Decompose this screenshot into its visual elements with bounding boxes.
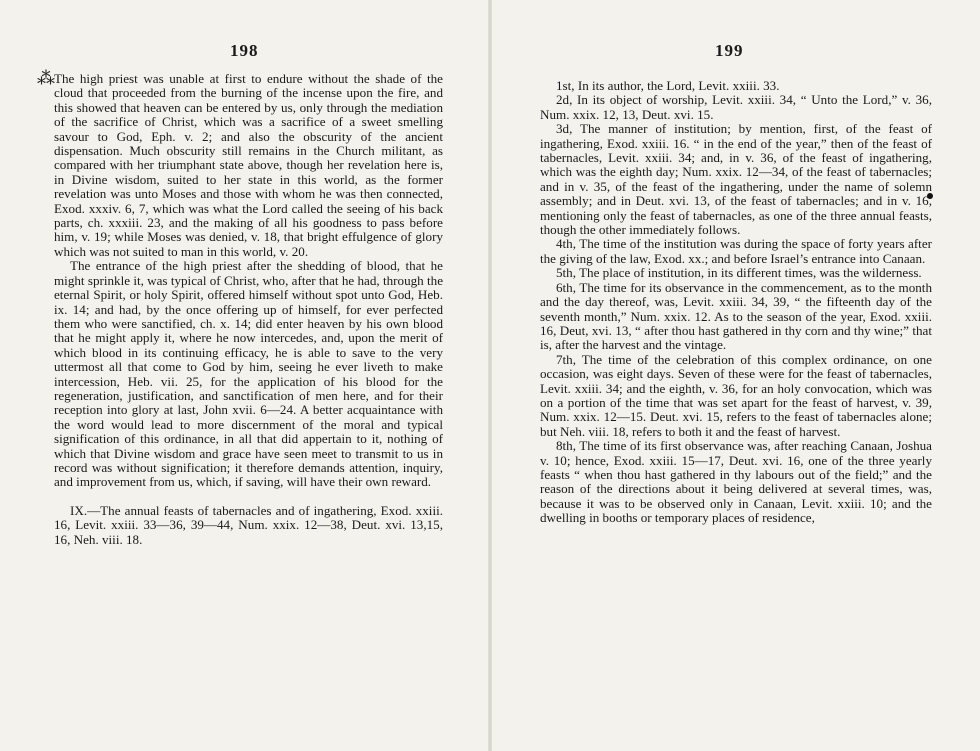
paragraph: 5th, The place of institution, in its different times, was the wilderness. — [556, 265, 922, 281]
left-page-text — [54, 72, 443, 547]
paragraph: 7th, The time of the celebration of this complex ordinance, on one occasion, was eight days. Seven of these were for the feast of tabernacles, Levit. xxiii. 34; and the eighth, v. 36, for an holy convocation, which was on a portion of the time that was set apart for the feast of harvest, v. 39, Num. xxix. 12—15. Deut. xvi. 15, refers to the feast of tabernacles alone; but Neh. viii. 18, refers to both it and the feast of harvest. — [540, 351, 932, 439]
section-heading-paragraph: IX.—The annual feasts of tabernacles and of ingathering, Exod. xxiii. 16, Levit. xxiii. 33—36, 39—44, Num. xxix. 12—38, Deut. xvi. 13,15, 16, Neh. viii. 18. — [54, 502, 443, 547]
paragraph: 6th, The time for its observance in the commencement, as to the month and the day thereof, was, Levit. xxiii. 34, 39, “ the fifteenth day of the seventh month,” Num. xxix. 12. As to the season of the year, Exod. xxiii. 16, Deut, xvi. 13, “ after thou hast gathered in thy corn and thy wine;” that is, after the harvest and the vintage. — [540, 279, 932, 353]
paragraph: 3d, The manner of institution; by mention, first, of the feast of ingathering, Exod. xxiii. 16. “ in the end of the year,” then of the feast of tabernacles, Levit. xxiii. 34; and, in v. 36, of the feast of ingathering, which was the eighth day; Num. xxix. 12—34, of the feast of tabernacles; and in v. 35, of the feast of the ingathering, under the name of solemn assembly; and in Deut. xvi. 13, of the feast of tabernacles; and in v. 16, mentioning only the feast of tabernacles, as one of the three annual feasts, though the other immediately follows. — [540, 121, 932, 238]
right-page — [490, 0, 980, 751]
paragraph: The high priest was unable at first to endure without the shade of the cloud that proceeded from the burning of the incense upon the fire, and this showed that heaven can be entered by us, only through the mediation of the sacrifice of Christ, which was a sacrifice of a sweet smelling savour to God, Eph. v. 2; and also the obscurity of the ancient dispensation. Much obscurity still remains in the Church militant, as compared with her triumphant state above, though her revelation here is, in Divine wisdom, suited to her state in this world, as the former revelation was unto Moses and those with whom he was then connected, Exod. xxxiv. 6, 7, which was what the Lord called the seeing of his back parts, ch. xxxiii. 23, and the making of all his goodness to pass before him, v. 19; while Moses was denied, v. 18, that bright effulgence of glory which was not suited to man in this world, v. 20. — [54, 71, 443, 259]
section-gap — [54, 490, 443, 504]
paragraph: The entrance of the high priest after the shedding of blood, that he might sprinkle it, was typical of Christ, who, after that he had, through the eternal Spirit, or holy Spirit, offered himself without spot unto God, Heb. ix. 14; and had, by the once offering up of himself, for ever perfected them who were sanctified, ch. x. 14; did enter heaven by his own blood that he might apply it, where he now intercedes, and, upon the merit of which blood in its continuing efficacy, he is able to save to the very uttermost all that come to God by him, seeing he ever liveth to make intercession, Heb. vii. 25, for the application of his blood for the regeneration, justification, and sanctification of men here, and for their reception into glory at last, John xvii. 6—24. A better acquaintance with the word would lead to more discernment of the moral and typical signification of this ordinance, in all that did appertain to it, nothing of which that Divine wisdom and grace have seen meet to transmit to us in record was without signification; it therefore demands attention, inquiry, and improvement from us, which, if saving, will have their own reward. — [54, 258, 443, 490]
paragraph: 8th, The time of its first observance was, after reaching Canaan, Joshua v. 10; hence, Exod. xxiii. 15—17, Deut. xvi. 16, one of the three yearly feasts “ when thou hast gathered in thy labours out of the field;” and the reason of the directions about it being delivered at several times, was, because it was to be observed only in Canaan, Levit. xxiii. 10; and the dwelling in booths or temporary places of residence, — [540, 438, 932, 526]
page-number-left: 198 — [230, 41, 259, 60]
page-number-right: 199 — [715, 41, 744, 60]
margin-mark: ⁂ — [37, 68, 55, 88]
right-page-text — [540, 79, 932, 526]
paragraph: 1st, In its author, the Lord, Levit. xxiii. 33. — [556, 78, 780, 93]
paragraph: 2d, In its object of worship, Levit. xxiii. 34, “ Unto the Lord,” v. 36, Num. xxix. 12, 13, Deut. xvi. 15. — [540, 92, 932, 122]
paragraph: 4th, The time of the institution was during the space of forty years after the giving of the law, Exod. xx.; and before Israel’s entrance into Canaan. — [540, 236, 932, 266]
